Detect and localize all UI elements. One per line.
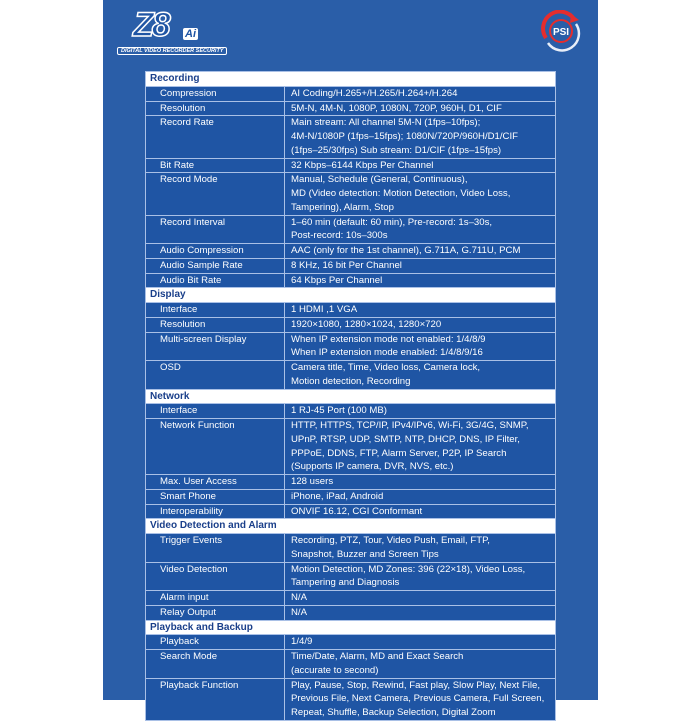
spec-value-line: 5M-N, 4M-N, 1080P, 1080N, 720P, 960H, D1, CIF — [291, 102, 502, 114]
spec-row — [146, 244, 556, 259]
spec-row — [146, 116, 556, 158]
spec-value-line: 8 KHz, 16 bit Per Channel — [291, 259, 402, 271]
spec-label: Audio Compression — [146, 244, 285, 259]
spec-label: Record Interval — [146, 215, 285, 244]
spec-value-line: 1/4/9 — [291, 636, 313, 648]
section-title: Playback and Backup — [146, 620, 556, 635]
spec-value — [285, 173, 556, 215]
section-header — [146, 620, 556, 635]
spec-label: Interface — [146, 404, 285, 419]
spec-value-line: MD (Video detection: Motion Detection, Video Loss, — [291, 188, 511, 199]
spec-value-line: Tampering), Alarm, Stop — [291, 201, 394, 213]
spec-value — [285, 273, 556, 288]
spec-row — [146, 475, 556, 490]
spec-value-line: ONVIF 16.12, CGI Conformant — [291, 505, 423, 517]
section-title: Display — [146, 288, 556, 303]
spec-value — [285, 504, 556, 519]
spec-value-line: Previous File, Next Camera, Previous Camera, Full Screen, — [291, 693, 545, 705]
spec-value-line: UPnP, RTSP, UDP, SMTP, NTP, DHCP, DNS, IP Filter, — [291, 433, 520, 445]
spec-label: Audio Bit Rate — [146, 273, 285, 288]
spec-label: Resolution — [146, 317, 285, 332]
spec-row — [146, 361, 556, 390]
spec-label: Max. User Access — [146, 475, 285, 490]
spec-row — [146, 605, 556, 620]
spec-value — [285, 116, 556, 158]
spec-value — [285, 332, 556, 361]
spec-value-line: Snapshot, Buzzer and Screen Tips — [291, 548, 439, 560]
spec-label: Alarm input — [146, 591, 285, 606]
spec-value — [285, 591, 556, 606]
spec-value — [285, 635, 556, 650]
spec-value — [285, 404, 556, 419]
spec-value-line: 32 Kbps–6144 Kbps Per Channel — [291, 159, 434, 171]
spec-label: Trigger Events — [146, 534, 285, 563]
spec-value-line: Post-record: 10s–300s — [291, 230, 388, 242]
spec-value — [285, 419, 556, 475]
spec-row — [146, 215, 556, 244]
spec-value — [285, 303, 556, 318]
spec-value — [285, 605, 556, 620]
spec-label: Multi-screen Display — [146, 332, 285, 361]
spec-value-line: N/A — [291, 592, 307, 603]
spec-value-line: Manual, Schedule (General, Continuous), — [291, 174, 468, 186]
spec-row — [146, 332, 556, 361]
spec-value — [285, 678, 556, 720]
spec-label: Network Function — [146, 419, 285, 475]
spec-value-line: Camera title, Time, Video loss, Camera lock, — [291, 362, 481, 373]
spec-value-line: Repeat, Shuffle, Backup Selection, Digital Zoom — [291, 707, 496, 718]
psi-logo-icon — [540, 10, 582, 52]
spec-value — [285, 244, 556, 259]
spec-value-line: PPPoE, DDNS, FTP, Alarm Server, P2P, IP Search — [291, 447, 507, 459]
spec-label: Video Detection — [146, 562, 285, 591]
spec-label: Audio Sample Rate — [146, 258, 285, 273]
spec-value — [285, 317, 556, 332]
spec-value-line: AI Coding/H.265+/H.265/H.264+/H.264 — [291, 87, 458, 99]
spec-row — [146, 317, 556, 332]
spec-label: Interoperability — [146, 504, 285, 519]
spec-row — [146, 86, 556, 101]
spec-label: OSD — [146, 361, 285, 390]
spec-label: Record Rate — [146, 116, 285, 158]
spec-value-line: Time/Date, Alarm, MD and Exact Search — [291, 651, 464, 662]
section-header — [146, 72, 556, 87]
spec-value — [285, 489, 556, 504]
spec-value-line: AAC (only for the 1st channel), G.711A, G.711U, PCM — [291, 245, 521, 256]
spec-row — [146, 650, 556, 679]
spec-row — [146, 419, 556, 475]
spec-value-line: 1 RJ-45 Port (100 MB) — [291, 405, 387, 417]
spec-row — [146, 258, 556, 273]
spec-value-line: Motion detection, Recording — [291, 375, 411, 387]
spec-value-line: (Supports IP camera, DVR, NVS, etc.) — [291, 461, 454, 473]
spec-label: Playback — [146, 635, 285, 650]
spec-value — [285, 650, 556, 679]
spec-label: Record Mode — [146, 173, 285, 215]
spec-value — [285, 562, 556, 591]
spec-value-line: Play, Pause, Stop, Rewind, Fast play, Slow Play, Next File, — [291, 679, 541, 691]
section-header — [146, 288, 556, 303]
spec-value-line: N/A — [291, 606, 307, 618]
spec-value-line: HTTP, HTTPS, TCP/IP, IPv4/IPv6, Wi-Fi, 3G/4G, SNMP, — [291, 420, 529, 431]
spec-row — [146, 158, 556, 173]
spec-label: Search Mode — [146, 650, 285, 679]
spec-value-line: Tampering and Diagnosis — [291, 577, 400, 589]
logo-main: Z8 — [133, 6, 169, 44]
spec-row — [146, 303, 556, 318]
section-header — [146, 389, 556, 404]
logo-sub: Ai — [185, 28, 196, 40]
svg-text:PSI: PSI — [552, 27, 570, 38]
spec-value-line: 4M-N/1080P (1fps–15fps); 1080N/720P/960H/D1/CIF — [291, 131, 518, 142]
spec-value-line: iPhone, iPad, Android — [291, 490, 384, 502]
spec-value — [285, 534, 556, 563]
spec-value — [285, 258, 556, 273]
section-title: Video Detection and Alarm — [146, 519, 556, 534]
spec-label: Resolution — [146, 101, 285, 116]
spec-row — [146, 591, 556, 606]
spec-label: Relay Output — [146, 605, 285, 620]
spec-row — [146, 404, 556, 419]
section-header — [146, 519, 556, 534]
spec-row — [146, 635, 556, 650]
spec-label: Playback Function — [146, 678, 285, 720]
spec-value — [285, 101, 556, 116]
spec-label: Interface — [146, 303, 285, 318]
spec-value-line: When IP extension mode not enabled: 1/4/8/9 — [291, 333, 486, 345]
spec-row — [146, 678, 556, 720]
spec-row — [146, 489, 556, 504]
spec-label: Bit Rate — [146, 158, 285, 173]
spec-value-line: (accurate to second) — [291, 664, 379, 676]
spec-value — [285, 215, 556, 244]
spec-row — [146, 504, 556, 519]
spec-value-line: Recording, PTZ, Tour, Video Push, Email, FTP, — [291, 535, 490, 546]
spec-value-line: 1–60 min (default: 60 min), Pre-record: 1s–30s, — [291, 216, 493, 228]
spec-label: Smart Phone — [146, 489, 285, 504]
spec-value-line: 1 HDMI ,1 VGA — [291, 304, 358, 315]
spec-value-line: 128 users — [291, 476, 334, 487]
spec-value — [285, 361, 556, 390]
spec-row — [146, 534, 556, 563]
section-title: Recording — [146, 72, 556, 87]
spec-value-line: When IP extension mode enabled: 1/4/8/9/16 — [291, 347, 483, 359]
spec-value-line: 1920×1080, 1280×1024, 1280×720 — [291, 318, 442, 330]
spec-value-line: 64 Kbps Per Channel — [291, 274, 383, 286]
spec-value-line: (1fps–25/30fps) Sub stream: D1/CIF (1fps–15fps) — [291, 144, 502, 156]
logo-tagline: DIGITAL VIDEO RECORDER SECURITY — [117, 47, 227, 55]
spec-value — [285, 86, 556, 101]
spec-value-line: Main stream: All channel 5M-N (1fps–10fps); — [291, 117, 481, 129]
spec-label: Compression — [146, 86, 285, 101]
spec-row — [146, 562, 556, 591]
spec-value — [285, 158, 556, 173]
spec-value — [285, 475, 556, 490]
spec-value-line: Motion Detection, MD Zones: 396 (22×18), Video Loss, — [291, 563, 526, 575]
spec-row — [146, 173, 556, 215]
section-title: Network — [146, 389, 556, 404]
specifications-table — [145, 71, 556, 721]
spec-row — [146, 101, 556, 116]
spec-row — [146, 273, 556, 288]
